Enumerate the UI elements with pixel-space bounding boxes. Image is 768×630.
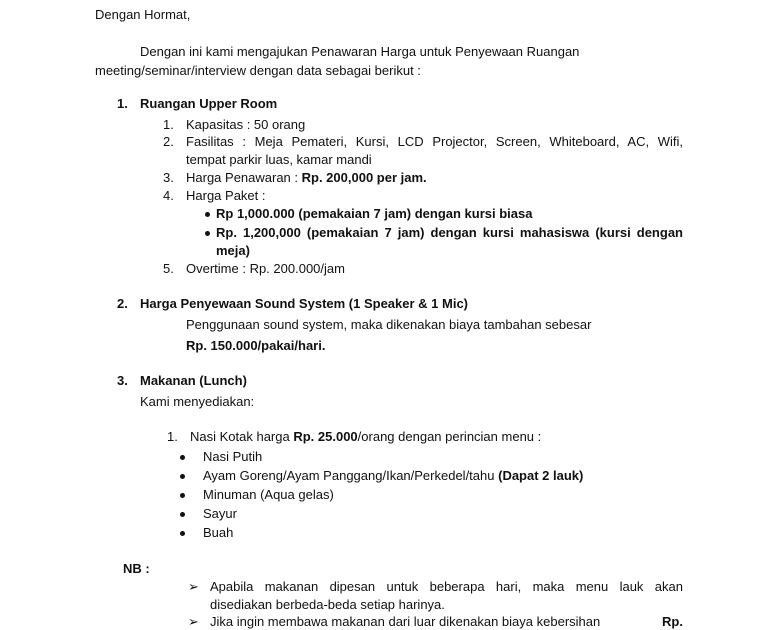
s1-package-2-line-2: meja) bbox=[216, 243, 250, 258]
bullet-dot-icon bbox=[180, 512, 185, 517]
s1-item-4-label: Harga Paket : bbox=[186, 188, 266, 203]
s1-item-3-value: Rp. 200,000 per jam. bbox=[301, 170, 427, 185]
s1-item-2-line-2: tempat parkir luas, kamar mandi bbox=[186, 152, 372, 167]
s3-item-1-price: Rp. 25.000 bbox=[293, 429, 358, 444]
nb-2-text: Jika ingin membawa makanan dari luar dikenakan biaya kebersihan bbox=[210, 614, 601, 629]
s3-item-1 bbox=[190, 429, 541, 445]
section-1-number: 1. bbox=[117, 96, 128, 111]
bullet-dot-icon bbox=[180, 455, 185, 460]
s1-package-1: Rp 1,000.000 (pemakaian 7 jam) dengan kursi biasa bbox=[216, 206, 533, 221]
nb-1-line-2: disediakan berbeda-beda setiap harinya. bbox=[210, 597, 445, 612]
bullet-dot-icon bbox=[180, 531, 185, 536]
bullet-dot-icon bbox=[180, 493, 185, 498]
section-1-title: Ruangan Upper Room bbox=[140, 96, 278, 111]
s1-item-3 bbox=[186, 170, 427, 186]
s1-item-5-number: 5. bbox=[163, 261, 174, 276]
s3-item-1-number: 1. bbox=[167, 429, 178, 444]
s1-item-3-number: 3. bbox=[163, 170, 174, 185]
bullet-dot-icon bbox=[205, 231, 210, 236]
nb-label: NB : bbox=[123, 561, 150, 576]
menu-item-5: Buah bbox=[203, 525, 234, 540]
nb-2-line-1 bbox=[210, 614, 683, 630]
section-3-title: Makanan (Lunch) bbox=[140, 373, 247, 388]
menu-item-2-note: (Dapat 2 lauk) bbox=[498, 468, 584, 483]
section-2-title: Harga Penyewaan Sound System (1 Speaker & 1 Mic) bbox=[140, 296, 469, 311]
nb-2-amount: Rp. bbox=[662, 614, 683, 629]
section-3-number: 3. bbox=[117, 373, 128, 388]
nb-1-line-1: Apabila makanan dipesan untuk beberapa hari, maka menu lauk akan bbox=[210, 579, 683, 594]
s1-item-2-number: 2. bbox=[163, 134, 174, 149]
s1-item-1-text: Kapasitas : 50 orang bbox=[186, 117, 306, 132]
greeting: Dengan Hormat, bbox=[95, 7, 191, 22]
menu-item-1: Nasi Putih bbox=[203, 449, 263, 464]
s1-item-3-label: Harga Penawaran : bbox=[186, 170, 302, 185]
bullet-dot-icon bbox=[205, 212, 210, 217]
menu-item-2 bbox=[203, 468, 583, 484]
s2-line-2: Rp. 150.000/pakai/hari. bbox=[186, 338, 326, 353]
arrow-bullet-icon: ➢ bbox=[188, 614, 199, 629]
s1-item-1-number: 1. bbox=[163, 117, 174, 132]
s1-item-4-number: 4. bbox=[163, 188, 174, 203]
intro-line-2: meeting/seminar/interview dengan data sebagai berikut : bbox=[95, 63, 421, 78]
s1-package-2-line-1: Rp. 1,200,000 (pemakaian 7 jam) dengan kursi mahasiswa (kursi dengan bbox=[216, 225, 683, 240]
arrow-bullet-icon: ➢ bbox=[188, 579, 199, 594]
s2-line-1: Penggunaan sound system, maka dikenakan biaya tambahan sebesar bbox=[186, 317, 592, 332]
bullet-dot-icon bbox=[180, 474, 185, 479]
s3-subtitle: Kami menyediakan: bbox=[140, 394, 255, 409]
menu-item-4: Sayur bbox=[203, 506, 237, 521]
s1-item-2-line-1: Fasilitas : Meja Pemateri, Kursi, LCD Projector, Screen, Whiteboard, AC, Wifi, bbox=[186, 134, 683, 149]
intro-line-1: Dengan ini kami mengajukan Penawaran Harga untuk Penyewaan Ruangan bbox=[140, 44, 580, 59]
s3-item-1-post: /orang dengan perincian menu : bbox=[357, 429, 542, 444]
section-2-number: 2. bbox=[117, 296, 128, 311]
menu-item-2-text: Ayam Goreng/Ayam Panggang/Ikan/Perkedel/tahu bbox=[203, 468, 499, 483]
s1-item-5-text: Overtime : Rp. 200.000/jam bbox=[186, 261, 345, 276]
menu-item-3: Minuman (Aqua gelas) bbox=[203, 487, 334, 502]
s3-item-1-pre: Nasi Kotak harga bbox=[190, 429, 294, 444]
